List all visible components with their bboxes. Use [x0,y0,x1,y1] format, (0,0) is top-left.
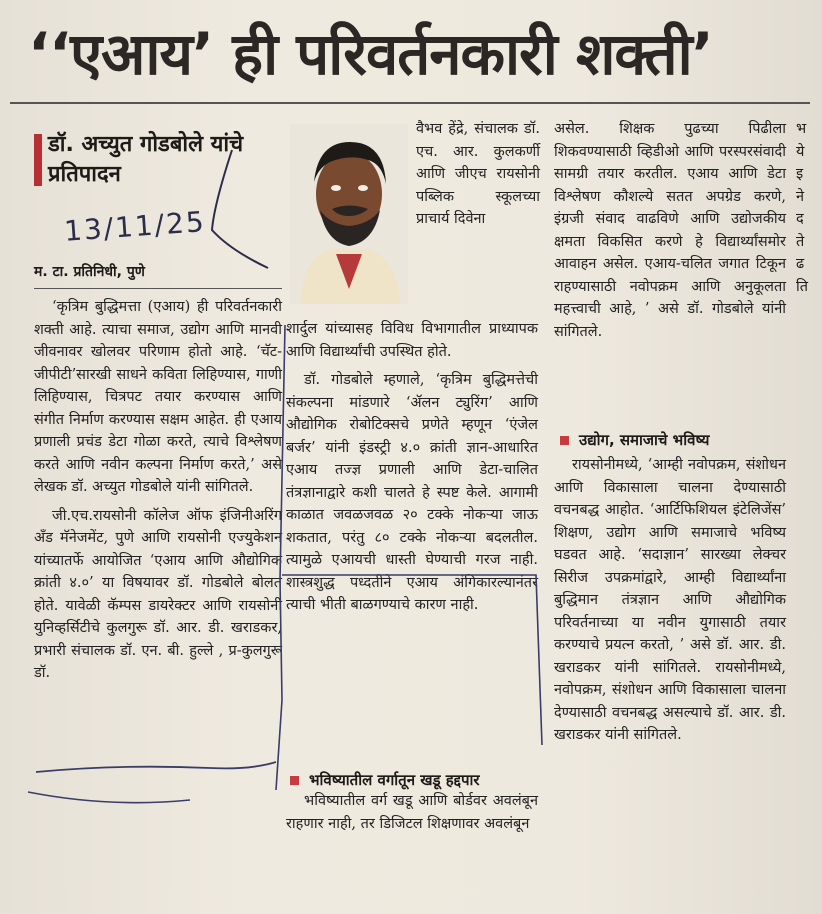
paragraph: डॉ. गोडबोले म्हणाले, ‘कृत्रिम बुद्धिमत्तेची संकल्पना मांडणारे ‘ॲलन ट्युरिंग’ आणि औद्योगिक रोबोटिक्सचे प्रणेते म्हणून ‘एंजेल बर्जर’ यांनी इंडस्ट्री ४.० क्रांती ज्ञान-आधारित एआय तज्ज्ञ प्रणाली आणि डेटा-चालित तंत्रज्ञानाद्वारे कशी चालते हे स्पष्ट केले. आगामी काळात जवळजवळ २० टक्के नोकऱ्या जाऊ शकतात, परंतु ८० टक्के नोकऱ्या बदलतील. त्यामुळे एआयची धास्ती घेण्याची गरज नाही. शास्त्रशुद्ध पध्दतीने एआय अंगिकारल्यानंतर त्याची भीती बाळगण्याचे कारण नाही. [286,372,538,613]
paragraph: वैभव हेंद्रे, संचालक डॉ. एच. आर. कुलकर्णी आणि जीएच रायसोनी पब्लिक स्कूलच्या प्राचार्य दिवेना [416,121,540,227]
subheadline: डॉ. अच्युत गोडबोले यांचे प्रतिपादन [48,132,244,187]
paragraph: शार्दुल यांच्यासह विविध विभागातील प्राध्यापक आणि विद्यार्थ्यांची उपस्थित होते. [286,321,538,360]
section-heading: उद्योग, समाजाचे भविष्य [560,430,709,450]
article-column-2-top [416,118,540,237]
paragraph: असेल. शिक्षक पुढच्या पिढीला शिकवण्यासाठी व्हिडीओ आणि परस्परसंवादी सामग्री तयार करतील. एआय आणि डेटा विश्लेषण कौशल्ये सतत अपग्रेड करणे, इंग्रजी संवाद वाढविणे आणि उद्योजकीय क्षमता विकसित करणे हे विद्यार्थ्यांसमोर आवाहन असेल. एआय-चलित जगात टिकून राहण्यासाठी नवोपक्रम आणि अनुकूलता महत्त्वाची आहे, ’ असे डॉ. गोडबोले यांनी सांगितले. [554,121,786,340]
article-column-1 [34,296,282,691]
speaker-photo [290,124,408,304]
article-column-2 [286,318,538,623]
article-column-3-bottom [554,454,786,753]
divider [34,288,282,289]
paragraph: ‘कृत्रिम बुद्धिमत्ता (एआय) ही परिवर्तनकारी शक्ती आहे. त्याचा समाज, उद्योग आणि मानवी जीवनावर खोलवर परिणाम होतो आहे. ‘चॅट-जीपीटी’सारखी साधने कविता लिहिण्यास, गाणी लिहिण्यास, चित्रपट तयार करण्यास आणि संगीत निर्माण करण्यास सक्षम आहेत. ही एआय प्रणाली प्रचंड डेटा गोळा करते, त्याचे विश्लेषण करते आणि नवीन कल्पना निर्माण करते,’ असे लेखक डॉ. अच्युत गोडबोले यांनी सांगितले. [34,299,282,495]
bullet-square-icon [560,436,569,445]
paragraph: भविष्यातील वर्ग खडू आणि बोर्डवर अवलंबून राहणार नाही, तर डिजिटल शिक्षणावर अवलंबून [286,793,538,832]
adjacent-article-fragment: भ ये इ ने द ते ढ ति [796,121,809,295]
paragraph: जी.एच.रायसोनी कॉलेज ऑफ इंजिनीअरिंग अँड मॅनेजमेंट, पुणे आणि रायसोनी एज्युकेशन यांच्यातर्फे आयोजित ‘एआय आणि औद्योगिक क्रांती ४.०’ या विषयावर डॉ. गोडबोले बोलत होते. यावेळी कॅम्पस डायरेक्टर आणि रायसोनी युनिव्हर्सिटीचे कुलगुरू डॉ. आर. डी. खराडकर, प्रभारी संचालक डॉ. एन. बी. हुल्ले , प्र-कुलगुरू डॉ. [34,507,282,681]
headline: ‘‘एआय’ ही परिवर्तनकारी शक्ती’ [28,20,713,88]
article-column-3 [554,118,786,349]
article-column-2-bottom [286,790,538,841]
bullet-square-icon [290,776,299,785]
byline: म. टा. प्रतिनिधी, पुणे [34,264,145,280]
subheadline-accent-bar [34,134,42,186]
handwritten-date: 13/11/25 [63,205,207,248]
section-heading: भविष्यातील वर्गातून खडू हद्दपार [290,770,480,790]
paragraph: रायसोनीमध्ये, ‘आम्ही नवोपक्रम, संशोधन आणि विकासाला चालना देण्यासाठी वचनबद्ध आहोत. ‘आर्टिफिशियल इंटेलिजेंस’ शिक्षण, उद्योग आणि समाजाचे भविष्य घडवत आहे. ‘सदाज्ञान’ सारख्या लेक्चर सिरीज उपक्रमांद्वारे, आम्ही विद्यार्थ्यांना बुद्धिमान तंत्रज्ञान आणि औद्योगिक परिवर्तनाच्या या नवीन युगासाठी तयार करण्याचे प्रयत्न करतो, ’ असे डॉ. आर. डी. खराडकर यांनी सांगितले. रायसोनीमध्ये, नवोपक्रम, संशोधन आणि विकासाला चालना देण्यासाठी वचनबद्ध असल्याचे डॉ. आर. डी. खराडकर यांनी सांगितले. [554,457,786,743]
divider [10,102,810,104]
